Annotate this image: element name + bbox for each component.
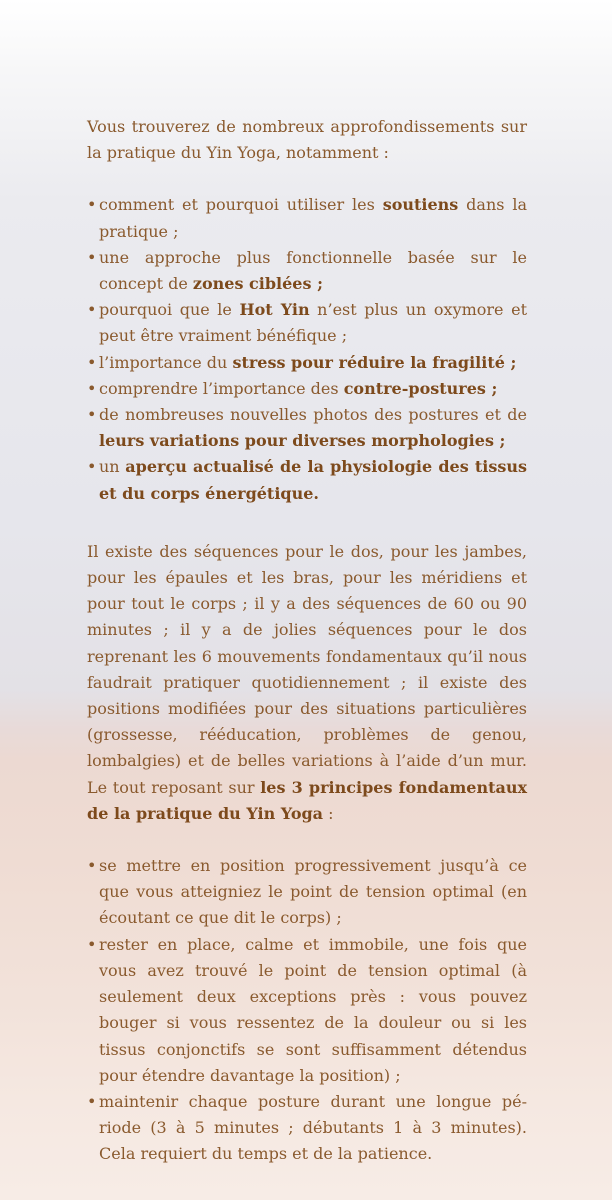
list-item: • comment et pourquoi utiliser les soutiens dans la pratique ; [87,192,527,244]
list-item: • pourquoi que le Hot Yin n’est plus un oxymore et peut être vraiment bénéfique ; [87,297,527,349]
sequences-paragraph: Il existe des séquences pour le dos, pour les jambes, pour les épaules et les bras, pour les méridiens et pour tout le corps ; il y a des séquences de 60 ou 90 minutes ; il y a de jolies séquences pour le dos reprenant les 6 mouvements fondamentaux qu’il nous faudrait pratiquer quotidiennement ; il existe des positions modifiées pour des situations particulières (grossesse, rééducation, problèmes de genou, lombalgies) et de belles variations à l’aide d’un mur. Le tout reposant sur les 3 principes fondamentaux de la pratique du Yin Yoga : [87,541,528,823]
list-item: • se mettre en position progressivement jusqu’à ce que vous atteigniez le point de tension optimal (en écoutant ce que dit le corps) ; [87,853,527,932]
list-item: • comprendre l’importance des contre-postures ; [87,376,527,402]
list-item: • maintenir chaque posture durant une longue période (3 à 5 minutes ; débutants 1 à 3 minutes). Cela requiert du temps et de la patience. [87,1089,527,1168]
principles-heading: les 3 principes fondamentaux de la pratique du Yin Yoga [87,777,528,823]
principles-list [87,853,527,1167]
list-item: • un aperçu actualisé de la physiologie des tissus et du corps énergétique. [87,454,527,506]
features-list [87,192,527,506]
intro-paragraph: Vous trouverez de nombreux approfondissements sur la pratique du Yin Yoga, notamment : [87,117,527,163]
list-item: • rester en place, calme et immobile, une fois que vous avez trouvé le point de tension optimal (à seulement deux exceptions près : vous pouvez bouger si vous ressentez de la douleur ou si les tissus conjonctifs se sont suffisamment détendus pour étendre davantage la position) ; [87,932,527,1089]
list-item: • l’importance du stress pour réduire la fragilité ; [87,350,527,376]
list-item: • de nombreuses nouvelles photos des postures et de leurs variations pour diverses morphologies ; [87,402,527,454]
list-item: • une approche plus fonctionnelle basée sur le concept de zones ciblées ; [87,245,527,297]
back-cover-text [87,114,527,1168]
